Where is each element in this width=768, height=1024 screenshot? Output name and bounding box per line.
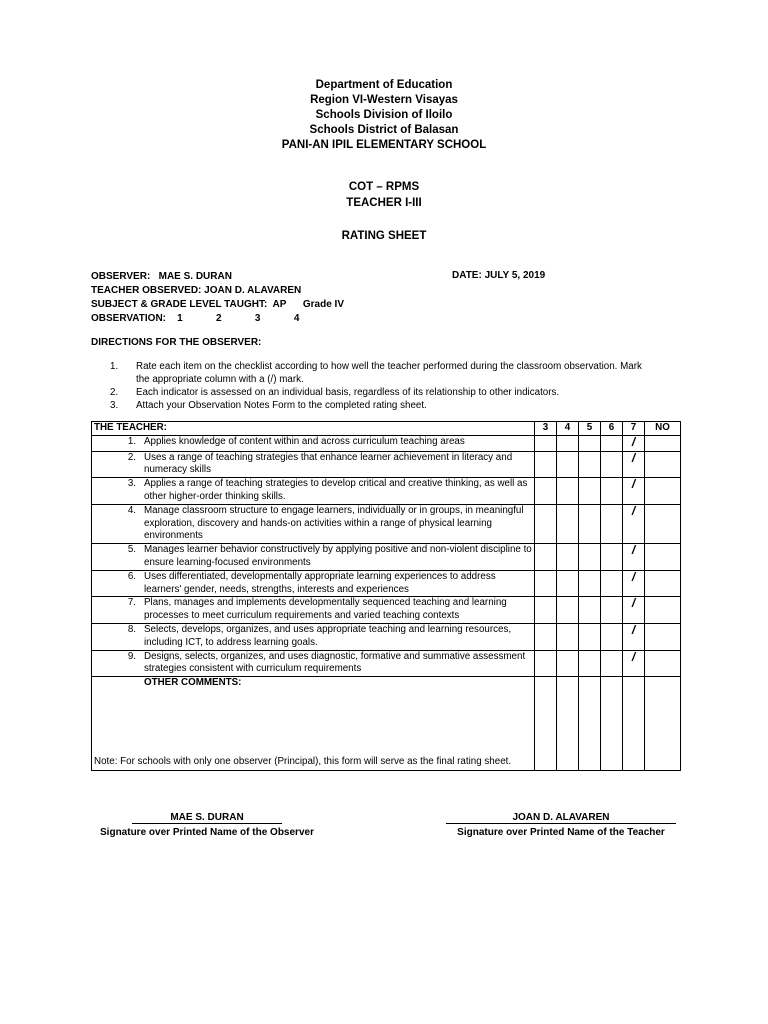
- indicator-number: 2.: [127, 451, 136, 463]
- rating-cell-7[interactable]: [623, 650, 645, 677]
- table-row: [92, 435, 681, 451]
- indicator-cell: [92, 597, 535, 624]
- rating-cell-7[interactable]: [623, 544, 645, 571]
- indicator-text: Selects, develops, organizes, and uses appropriate teaching and learning resources, including ICT, to address learning goals.: [144, 623, 512, 648]
- rating-cell-7[interactable]: [623, 435, 645, 451]
- rating-mark: /: [631, 434, 636, 449]
- rating-cell-5[interactable]: [579, 544, 601, 571]
- directions-list: [110, 360, 650, 412]
- rating-mark: /: [631, 477, 636, 492]
- indicator-number: 8.: [127, 623, 136, 635]
- teacher-header: THE TEACHER:: [92, 422, 535, 436]
- direction-text: Attach your Observation Notes Form to the completed rating sheet.: [136, 400, 427, 411]
- rating-cell-7[interactable]: [623, 451, 645, 478]
- indicator-number: 4.: [127, 504, 136, 516]
- direction-number: 1.: [110, 361, 119, 372]
- indicator-text: Manages learner behavior constructively by applying positive and non-violent discipline to ensure learning-focused environments: [144, 544, 532, 568]
- col-header-7: 7: [623, 422, 645, 436]
- rating-mark: /: [631, 450, 636, 465]
- rating-cell-no[interactable]: [645, 504, 681, 543]
- rating-cell-3[interactable]: [535, 478, 557, 505]
- document-header: [0, 78, 768, 153]
- header-division: Schools Division of Iloilo: [315, 109, 453, 121]
- direction-number: 2.: [110, 387, 119, 398]
- form-title-cot: COT – RPMS: [348, 181, 420, 193]
- teacher-signature-caption: Signature over Printed Name of the Teacher: [457, 827, 665, 838]
- col-header-4: 4: [557, 422, 579, 436]
- indicator-text: Applies a range of teaching strategies to develop critical and creative thinking, as well as other higher-order thinking skills.: [144, 478, 528, 502]
- indicator-number: 9.: [127, 650, 136, 662]
- indicator-cell: [92, 650, 535, 677]
- table-row: [92, 623, 681, 650]
- rating-cell-7[interactable]: [623, 504, 645, 543]
- indicator-number: 3.: [127, 478, 136, 490]
- direction-item: [110, 360, 650, 386]
- indicator-text: Applies knowledge of content within and across curriculum teaching areas: [144, 435, 465, 447]
- teacher-signature-name: JOAN D. ALAVAREN: [446, 812, 676, 824]
- indicator-cell: [92, 504, 535, 543]
- table-row: [92, 544, 681, 571]
- comments-empty-cell: [557, 677, 579, 771]
- rating-cell-6[interactable]: [601, 451, 623, 478]
- rating-cell-4[interactable]: [557, 544, 579, 571]
- rating-mark: /: [631, 543, 636, 558]
- rating-cell-no[interactable]: [645, 623, 681, 650]
- table-row: [92, 451, 681, 478]
- header-region: Region VI-Western Visayas: [310, 94, 458, 106]
- teacher-signature: [441, 812, 681, 838]
- rating-cell-5[interactable]: [579, 478, 601, 505]
- rating-mark: /: [631, 649, 636, 664]
- table-row: [92, 650, 681, 677]
- table-header-row: [92, 422, 681, 436]
- rating-cell-6[interactable]: [601, 650, 623, 677]
- form-title-position: TEACHER I-III: [346, 197, 422, 209]
- rating-cell-3[interactable]: [535, 623, 557, 650]
- teacher-line: TEACHER OBSERVED: JOAN D. ALAVAREN: [91, 285, 302, 296]
- rating-cell-4[interactable]: [557, 597, 579, 624]
- header-district: Schools District of Balasan: [309, 124, 459, 136]
- rating-cell-4[interactable]: [557, 478, 579, 505]
- comments-empty-cell: [645, 677, 681, 771]
- subject-line: SUBJECT & GRADE LEVEL TAUGHT: AP Grade IV: [91, 299, 345, 310]
- comments-empty-cell: [579, 677, 601, 771]
- rating-cell-7[interactable]: [623, 623, 645, 650]
- col-header-5: 5: [579, 422, 601, 436]
- rating-cell-4[interactable]: [557, 623, 579, 650]
- rating-cell-6[interactable]: [601, 570, 623, 597]
- rating-cell-7[interactable]: [623, 597, 645, 624]
- header-department: Department of Education: [315, 79, 453, 91]
- col-header-3: 3: [535, 422, 557, 436]
- rating-cell-no[interactable]: [645, 435, 681, 451]
- col-header-no: NO: [645, 422, 681, 436]
- comments-cell[interactable]: [92, 677, 535, 771]
- comments-label: OTHER COMMENTS:: [144, 677, 242, 689]
- rating-cell-3[interactable]: [535, 597, 557, 624]
- date-line: DATE: JULY 5, 2019: [452, 270, 546, 281]
- rating-mark: /: [631, 622, 636, 637]
- indicator-text: Manage classroom structure to engage learners, individually or in groups, in meaningful exploration, discovery and hands-on activities within a range of physical learning environments: [144, 504, 524, 542]
- indicator-text: Designs, selects, organizes, and uses diagnostic, formative and summative assessment strategies consistent with curriculum requirements: [144, 650, 526, 675]
- rating-cell-7[interactable]: [623, 570, 645, 597]
- rating-cell-no[interactable]: [645, 597, 681, 624]
- rating-cell-5[interactable]: [579, 623, 601, 650]
- table-row: [92, 570, 681, 597]
- rating-cell-3[interactable]: [535, 650, 557, 677]
- directions-title: DIRECTIONS FOR THE OBSERVER:: [91, 337, 262, 348]
- table-row: [92, 597, 681, 624]
- observation-line: OBSERVATION: 1 2 3 4: [91, 313, 300, 324]
- indicator-number: 1.: [127, 435, 136, 447]
- indicator-cell: [92, 478, 535, 505]
- rating-cell-3[interactable]: [535, 570, 557, 597]
- rating-cell-no[interactable]: [645, 570, 681, 597]
- direction-text: Rate each item on the checklist according to how well the teacher performed during the classroom observation. Mark the appropriate column with a (/) mark.: [136, 361, 642, 385]
- direction-item: [110, 386, 650, 399]
- rating-cell-5[interactable]: [579, 504, 601, 543]
- comments-empty-cell: [601, 677, 623, 771]
- rating-cell-3[interactable]: [535, 544, 557, 571]
- indicator-cell: [92, 544, 535, 571]
- rating-cell-5[interactable]: [579, 597, 601, 624]
- rating-cell-3[interactable]: [535, 435, 557, 451]
- rating-cell-4[interactable]: [557, 451, 579, 478]
- rating-cell-5[interactable]: [579, 451, 601, 478]
- rating-cell-no[interactable]: [645, 544, 681, 571]
- indicator-text: Uses a range of teaching strategies that enhance learner achievement in literacy and numeracy skills: [144, 451, 513, 476]
- direction-text: Each indicator is assessed on an individual basis, regardless of its relationship to other indicators.: [136, 387, 560, 398]
- note-text: Note: For schools with only one observer (Principal), this form will serve as the final rating sheet.: [94, 756, 512, 768]
- indicator-cell: [92, 451, 535, 478]
- rating-cell-no[interactable]: [645, 478, 681, 505]
- indicator-number: 5.: [127, 544, 136, 556]
- observer-signature-name: MAE S. DURAN: [132, 812, 282, 824]
- observer-line: OBSERVER: MAE S. DURAN: [91, 271, 232, 282]
- rating-cell-no[interactable]: [645, 451, 681, 478]
- rating-mark: /: [631, 503, 636, 518]
- indicator-cell: [92, 435, 535, 451]
- rating-mark: /: [631, 596, 636, 611]
- indicator-text: Plans, manages and implements developmentally sequenced teaching and learning processes to meet curriculum requirements and varied teaching contexts: [144, 597, 507, 622]
- header-school: PANI-AN IPIL ELEMENTARY SCHOOL: [281, 139, 487, 151]
- indicator-number: 6.: [127, 570, 136, 582]
- rating-cell-5[interactable]: [579, 570, 601, 597]
- form-title-rating-sheet: RATING SHEET: [341, 230, 427, 242]
- indicator-number: 7.: [127, 597, 136, 609]
- rating-cell-no[interactable]: [645, 650, 681, 677]
- rating-cell-5[interactable]: [579, 435, 601, 451]
- col-header-6: 6: [601, 422, 623, 436]
- rating-cell-4[interactable]: [557, 504, 579, 543]
- comments-empty-cell: [623, 677, 645, 771]
- rating-cell-5[interactable]: [579, 650, 601, 677]
- rating-cell-7[interactable]: [623, 478, 645, 505]
- comments-empty-cell: [535, 677, 557, 771]
- indicator-cell: [92, 623, 535, 650]
- rating-cell-6[interactable]: [601, 597, 623, 624]
- table-row: [92, 478, 681, 505]
- rating-cell-4[interactable]: [557, 435, 579, 451]
- indicator-text: Uses differentiated, developmentally appropriate learning experiences to address learners' gender, needs, strengths, interests and experiences: [144, 570, 496, 595]
- direction-item: [110, 399, 650, 412]
- rating-mark: /: [631, 569, 636, 584]
- direction-number: 3.: [110, 400, 119, 411]
- rating-cell-6[interactable]: [601, 544, 623, 571]
- rating-table: [91, 421, 681, 771]
- observer-signature: [87, 812, 327, 838]
- comments-row: [92, 677, 681, 771]
- rating-cell-6[interactable]: [601, 435, 623, 451]
- rating-cell-6[interactable]: [601, 623, 623, 650]
- rating-cell-3[interactable]: [535, 504, 557, 543]
- rating-cell-4[interactable]: [557, 650, 579, 677]
- rating-cell-3[interactable]: [535, 451, 557, 478]
- rating-cell-4[interactable]: [557, 570, 579, 597]
- indicator-cell: [92, 570, 535, 597]
- rating-cell-6[interactable]: [601, 478, 623, 505]
- table-row: [92, 504, 681, 543]
- rating-cell-6[interactable]: [601, 504, 623, 543]
- observer-signature-caption: Signature over Printed Name of the Observer: [100, 827, 314, 838]
